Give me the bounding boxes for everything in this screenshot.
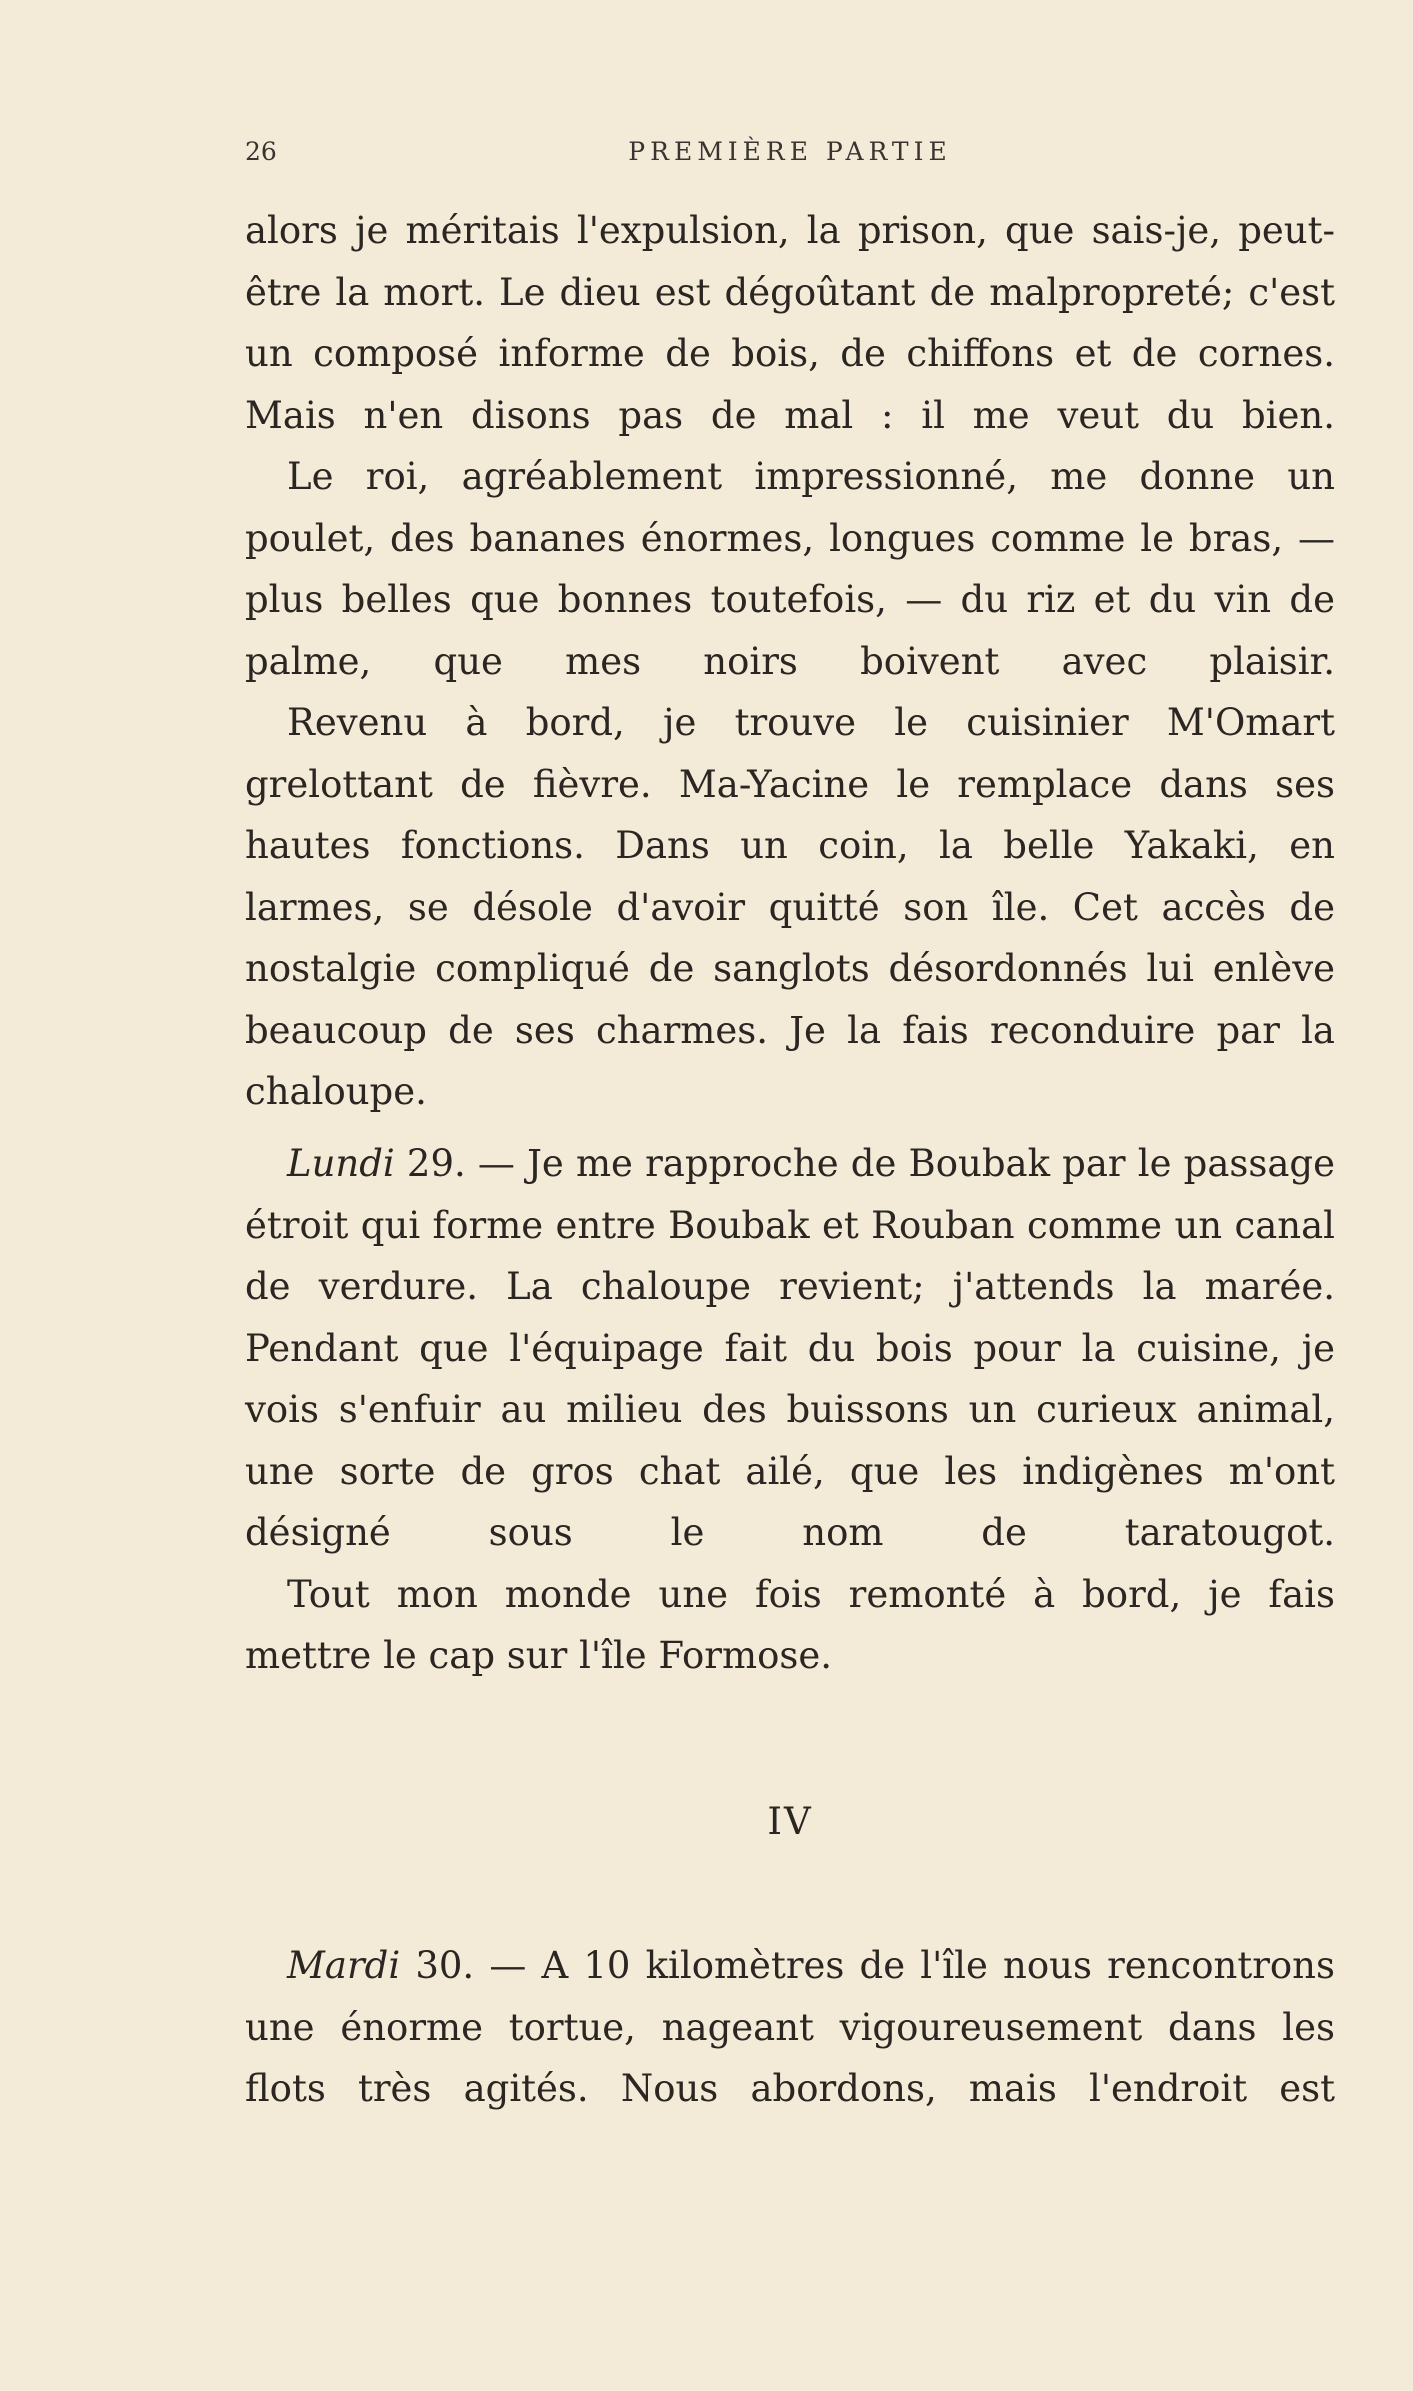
section-heading: IV [767, 1800, 813, 1843]
paragraph-4-body: 29. — Je me rapproche de Boubak par le passage étroit qui forme entre Boubak et Rouban comme un canal de verdure. La chaloupe revient; j'attends la marée. Pendant que l'équipage fait du bois pour la cuisine, je vois s'enfuir au milieu des buissons un curieux animal, une sorte de gros chat ailé, que les indigènes m'ont désigné sous le nom de taratougot. [245, 1142, 1335, 1554]
date-mardi: Mardi [287, 1944, 401, 1987]
paragraph-3: Revenu à bord, je trouve le cuisinier M'Omart grelottant de fièvre. Ma-Yacine le remplace dans ses hautes fonctions. Dans un coin, la belle Yakaki, en larmes, se désole d'avoir quitté son île. Cet accès de nostalgie compliqué de sanglots désordonnés lui enlève beaucoup de ses charmes. Je la fais reconduire par la chaloupe. [245, 701, 1335, 1113]
paragraph-4 [245, 1133, 1335, 1564]
paragraph-5: Tout mon monde une fois remonté à bord, je fais mettre le cap sur l'île Formose. [245, 1572, 1335, 1677]
date-lundi: Lundi [287, 1142, 395, 1185]
running-header [245, 137, 1335, 177]
running-title: PREMIÈRE PARTIE [628, 137, 952, 166]
paragraph-6 [245, 1935, 1335, 2120]
paragraph-6-body: 30. — A 10 kilomètres de l'île nous rencontrons une énorme tortue, nageant vigoureusement dans les flots très agités. Nous abordons, mais l'endroit est [245, 1944, 1335, 2110]
text-block-top [245, 200, 1335, 1123]
page-number: 26 [245, 137, 277, 166]
text-block-bottom [245, 1935, 1335, 2120]
paragraph-1: alors je méritais l'expulsion, la prison, que sais-je, peut-être la mort. Le dieu est dégoûtant de malpropreté; c'est un composé informe de bois, de chiffons et de cornes. Mais n'en disons pas de mal : il me veut du bien. [245, 209, 1335, 437]
text-block-middle [245, 1133, 1335, 1687]
paragraph-2: Le roi, agréablement impressionné, me donne un poulet, des bananes énormes, longues comme le bras, — plus belles que bonnes toutefois, — du riz et du vin de palme, que mes noirs boivent avec plaisir. [245, 455, 1335, 683]
